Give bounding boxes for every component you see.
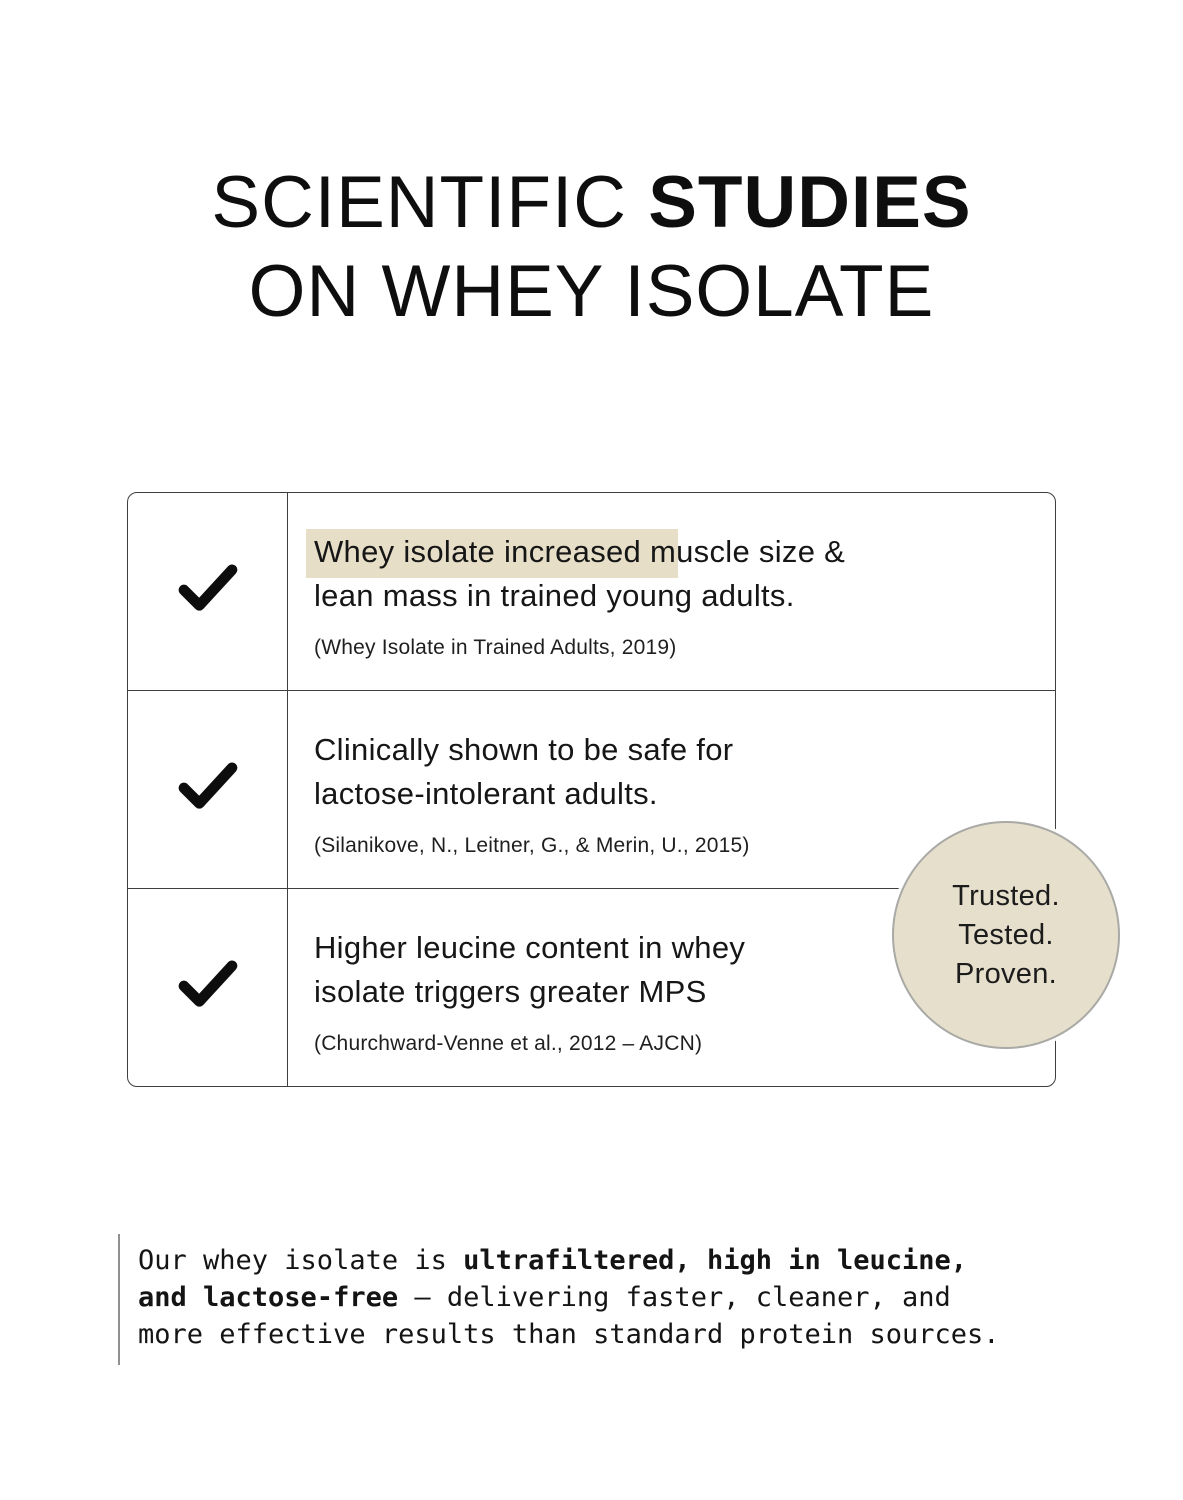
trust-badge xyxy=(892,821,1120,1049)
footer-note-seg1: Our whey isolate is xyxy=(138,1245,464,1276)
study-statement xyxy=(314,530,1025,618)
study-citation: (Churchward-Venne et al., 2012 – AJCN) xyxy=(314,1032,703,1055)
check-cell xyxy=(128,889,288,1086)
page-title-line2: ON WHEY ISOLATE xyxy=(248,251,935,332)
study-statement-line2: isolate triggers greater MPS xyxy=(314,974,707,1009)
trust-badge-line2: Tested. xyxy=(958,918,1054,951)
study-statement-line1: Clinically shown to be safe for xyxy=(314,732,734,767)
footer-note-bold: ultrafiltered, high in leucine, and lactose-free xyxy=(138,1245,968,1313)
check-cell xyxy=(128,493,288,690)
check-cell xyxy=(128,691,288,888)
checkmark-icon xyxy=(177,563,239,620)
study-statement xyxy=(314,728,1025,816)
study-citation: (Whey Isolate in Trained Adults, 2019) xyxy=(314,636,677,659)
checkmark-icon xyxy=(177,959,239,1016)
study-statement-line2: lean mass in trained young adults. xyxy=(314,578,795,613)
highlighted-text: Whey isolate increased m xyxy=(306,529,678,578)
table-row xyxy=(128,493,1055,691)
page-title-bold: STUDIES xyxy=(648,162,972,243)
checkmark-icon xyxy=(177,761,239,818)
page-title-regular: SCIENTIFIC xyxy=(211,162,649,243)
study-statement-line2: lactose-intolerant adults. xyxy=(314,776,658,811)
page-title xyxy=(0,158,1183,336)
study-statement-rest: uscle size & xyxy=(676,534,846,569)
trust-badge-line3: Proven. xyxy=(954,957,1058,990)
footer-note-seg3: — delivering faster, cleaner, and more effective results than standard protein sources. xyxy=(138,1282,1000,1350)
footer-note xyxy=(118,1234,1008,1365)
trust-badge-line1: Trusted. xyxy=(952,879,1060,912)
study-text-cell xyxy=(288,493,1055,690)
study-citation: (Silanikove, N., Leitner, G., & Merin, U., 2015) xyxy=(314,834,750,857)
study-statement-line1: Higher leucine content in whey xyxy=(314,930,746,965)
table-row xyxy=(128,691,1055,889)
